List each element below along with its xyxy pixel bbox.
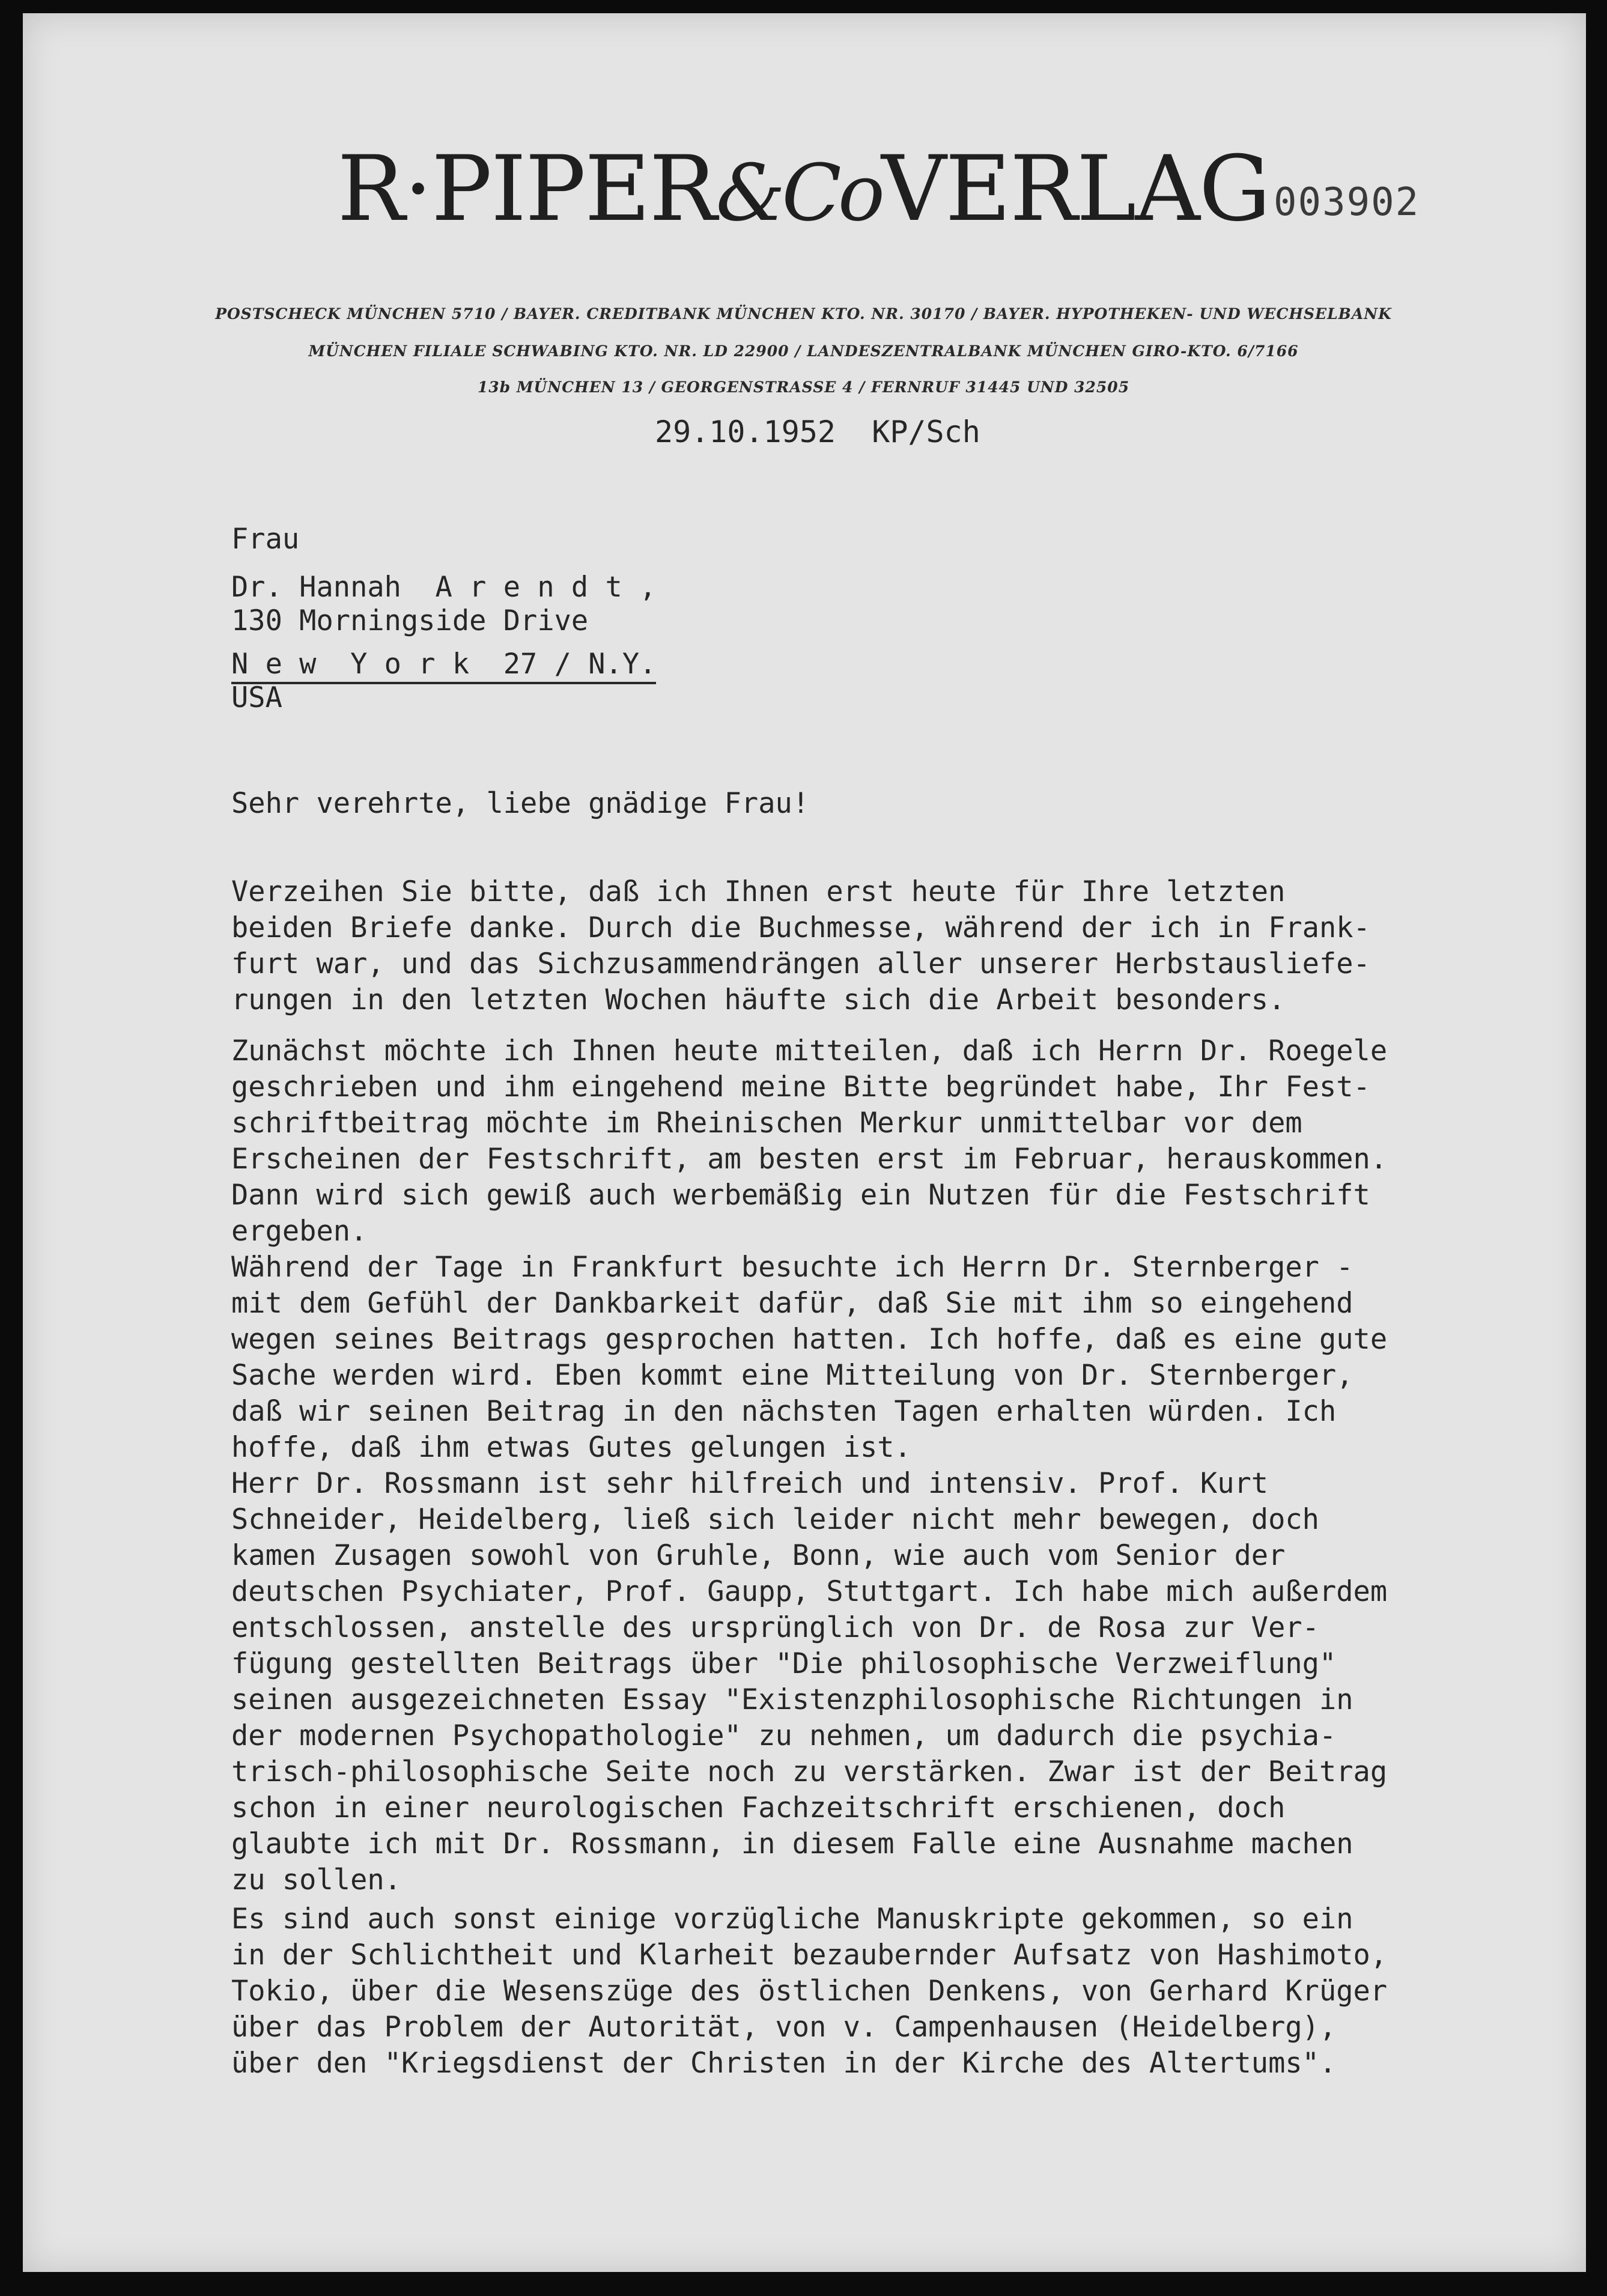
text-line: daß wir seinen Beitrag in den nächsten Tagen erhalten würden. Ich: [231, 1395, 1337, 1428]
text-line: schriftbeitrag möchte im Rheinischen Merkur unmittelbar vor dem: [231, 1107, 1302, 1140]
text-line: schon in einer neurologischen Fachzeitschrift erschienen, doch: [231, 1791, 1286, 1824]
text-line: beiden Briefe danke. Durch die Buchmesse, während der ich in Frank-: [231, 911, 1370, 944]
archive-number-stamp: 003902: [1274, 180, 1420, 225]
recipient-name: Dr. Hannah A r e n d t ,: [231, 571, 657, 604]
text-line: trisch-philosophische Seite noch zu verstärken. Zwar ist der Beitrag: [231, 1755, 1388, 1788]
text-line: deutschen Psychiater, Prof. Gaupp, Stuttgart. Ich habe mich außerdem: [231, 1575, 1388, 1608]
letterhead-bank-line-2: MÜNCHEN FILIALE SCHWABING KTO. NR. LD 22900 / LANDESZENTRALBANK MÜNCHEN GIRO-KTO. 6/7166: [308, 342, 1299, 360]
recipient-country: USA: [231, 681, 282, 714]
paragraph-5: [231, 1901, 1529, 2082]
letter-date-reference: 29.10.1952 KP/Sch: [655, 415, 980, 449]
text-line: geschrieben und ihm eingehend meine Bitte begründet habe, Ihr Fest-: [231, 1071, 1370, 1104]
logo-right: VERLAG: [881, 137, 1270, 241]
text-line: der modernen Psychopathologie" zu nehmen, um dadurch die psychia-: [231, 1719, 1337, 1752]
recipient-street: 130 Morningside Drive: [231, 604, 589, 637]
text-line: Dann wird sich gewiß auch werbemäßig ein Nutzen für die Festschrift: [231, 1179, 1370, 1212]
text-line: Zunächst möchte ich Ihnen heute mitteilen, daß ich Herrn Dr. Roegele: [231, 1034, 1388, 1068]
letterhead-address-line: 13b MÜNCHEN 13 / GEORGENSTRASSE 4 / FERNRUF 31445 UND 32505: [477, 378, 1130, 396]
text-line: entschlossen, anstelle des ursprünglich von Dr. de Rosa zur Ver-: [231, 1611, 1319, 1644]
text-line: Es sind auch sonst einige vorzügliche Manuskripte gekommen, so ein: [231, 1903, 1353, 1936]
salutation: Sehr verehrte, liebe gnädige Frau!: [231, 787, 810, 820]
text-line: Sache werden wird. Eben kommt eine Mitteilung von Dr. Sternberger,: [231, 1359, 1353, 1392]
text-line: rungen in den letzten Wochen häufte sich die Arbeit besonders.: [231, 983, 1286, 1016]
paragraph-2: [231, 1033, 1529, 1250]
text-line: Schneider, Heidelberg, ließ sich leider nicht mehr bewegen, doch: [231, 1503, 1319, 1536]
text-line: Tokio, über die Wesenszüge des östlichen Denkens, von Gerhard Krüger: [231, 1975, 1388, 2008]
text-line: glaubte ich mit Dr. Rossmann, in diesem Falle eine Ausnahme machen: [231, 1827, 1353, 1860]
text-line: kamen Zusagen sowohl von Gruhle, Bonn, wie auch vom Senior der: [231, 1539, 1286, 1572]
text-line: in der Schlichtheit und Klarheit bezaubernder Aufsatz von Hashimoto,: [231, 1939, 1388, 1972]
text-line: furt war, und das Sichzusammendrängen aller unserer Herbstausliefe-: [231, 947, 1370, 980]
recipient-title: Frau: [231, 523, 300, 556]
paragraph-4: [231, 1466, 1529, 1898]
text-line: hoffe, daß ihm etwas Gutes gelungen ist.: [231, 1431, 911, 1464]
letterhead-bank-line-1: POSTSCHECK MÜNCHEN 5710 / BAYER. CREDITBANK MÜNCHEN KTO. NR. 30170 / BAYER. HYPOTHEKEN- UND WECHSELBANK: [215, 305, 1392, 323]
text-line: Verzeihen Sie bitte, daß ich Ihnen erst heute für Ihre letzten: [231, 875, 1286, 908]
recipient-city-text: N e w Y o r k 27 / N.Y.: [231, 648, 656, 684]
text-line: über das Problem der Autorität, von v. Campenhausen (Heidelberg),: [231, 2011, 1337, 2044]
text-line: wegen seines Beitrags gesprochen hatten. Ich hoffe, daß es eine gute: [231, 1323, 1388, 1356]
text-line: fügung gestellten Beitrags über "Die philosophische Verzweiflung": [231, 1647, 1337, 1680]
text-line: über den "Kriegsdienst der Christen in der Kirche des Altertums".: [231, 2047, 1337, 2080]
logo-left: R·PIPER: [337, 137, 716, 241]
recipient-city: [231, 648, 656, 681]
paragraph-3: [231, 1250, 1529, 1466]
paragraph-1: [231, 874, 1529, 1018]
text-line: ergeben.: [231, 1215, 368, 1248]
text-line: Herr Dr. Rossmann ist sehr hilfreich und intensiv. Prof. Kurt: [231, 1467, 1269, 1500]
text-line: zu sollen.: [231, 1863, 401, 1897]
text-line: mit dem Gefühl der Dankbarkeit dafür, daß Sie mit ihm so eingehend: [231, 1287, 1353, 1320]
text-line: seinen ausgezeichneten Essay "Existenzphilosophische Richtungen in: [231, 1683, 1353, 1716]
text-line: Während der Tage in Frankfurt besuchte ich Herrn Dr. Sternberger -: [231, 1251, 1353, 1284]
text-line: Erscheinen der Festschrift, am besten erst im Februar, herauskommen.: [231, 1143, 1388, 1176]
logo-ampersand: &Co: [715, 147, 882, 238]
